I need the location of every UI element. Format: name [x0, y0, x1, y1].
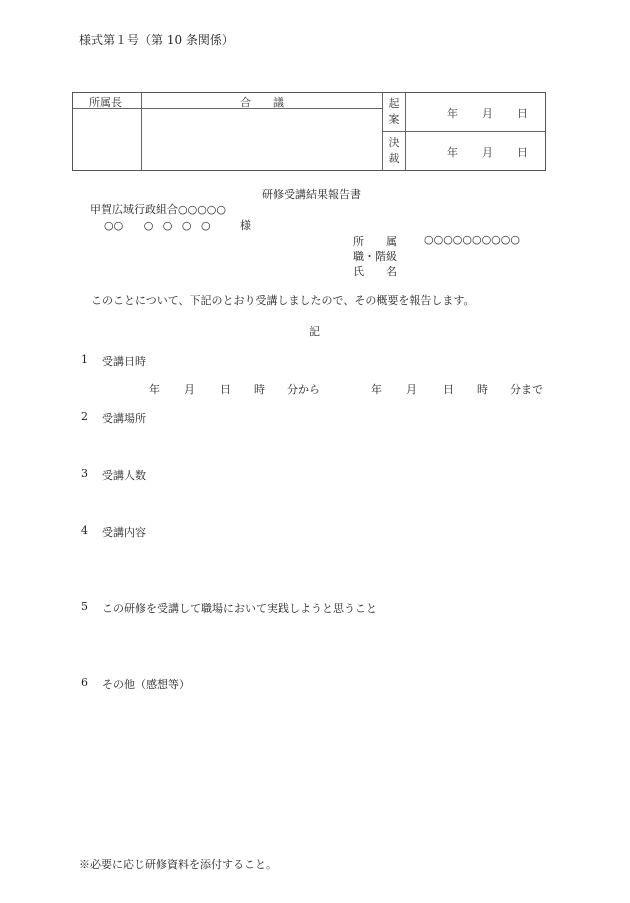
- item-label-attendees: 受講人数: [102, 469, 146, 482]
- item-label-other: その他（感想等）: [102, 678, 190, 691]
- from-year[interactable]: 年: [149, 383, 160, 396]
- draft-day-field[interactable]: 日: [517, 107, 528, 120]
- item-label-practice: この研修を受講して職場において実践しようと思うこと: [102, 602, 377, 615]
- decision-year-field[interactable]: 年: [447, 146, 458, 159]
- name-label: 氏 名: [353, 265, 397, 278]
- decision-month-field[interactable]: 月: [482, 146, 493, 159]
- item-number: 4: [81, 524, 88, 537]
- footnote: ※必要に応じ研修資料を添付すること。: [79, 858, 277, 871]
- to-year[interactable]: 年: [371, 383, 382, 396]
- to-month[interactable]: 月: [406, 383, 417, 396]
- item-number: 6: [81, 676, 88, 689]
- decision-label: 決 裁: [388, 136, 400, 165]
- form-number: 様式第１号（第 10 条関係）: [79, 33, 234, 47]
- item-number: 2: [81, 410, 88, 423]
- to-minute[interactable]: 分まで: [510, 383, 543, 396]
- approval-table: [72, 92, 546, 171]
- intro-text: このことについて、下記のとおり受講しましたので、その概要を報告します。: [91, 294, 475, 307]
- draft-year-field[interactable]: 年: [447, 107, 458, 120]
- head-of-dept-header: 所属長: [89, 96, 122, 109]
- affiliation-label: 所 属: [353, 235, 397, 248]
- council-header: 合 議: [240, 96, 284, 109]
- divider: [382, 131, 546, 132]
- item-label-content: 受講内容: [102, 526, 146, 539]
- from-minute[interactable]: 分から: [287, 383, 320, 396]
- from-day[interactable]: 日: [220, 383, 231, 396]
- item-number: 5: [81, 600, 88, 613]
- to-hour[interactable]: 時: [477, 383, 488, 396]
- addressee-organization: 甲賀広域行政組合○○○○○: [90, 203, 226, 216]
- document-title: 研修受講結果報告書: [262, 188, 361, 201]
- honorific: 様: [240, 219, 251, 232]
- position-label: 職・階級: [353, 250, 397, 263]
- item-label-date: 受講日時: [102, 355, 146, 368]
- draft-label: 起 案: [388, 97, 400, 126]
- divider: [141, 93, 142, 170]
- affiliation-value[interactable]: ○○○○○○○○○○: [424, 233, 520, 246]
- item-number: 3: [81, 467, 88, 480]
- addressee-name: ○○ ○ ○ ○ ○: [104, 219, 211, 232]
- draft-month-field[interactable]: 月: [482, 107, 493, 120]
- to-day[interactable]: 日: [443, 383, 454, 396]
- decision-day-field[interactable]: 日: [517, 146, 528, 159]
- from-month[interactable]: 月: [184, 383, 195, 396]
- item-label-place: 受講場所: [102, 412, 146, 425]
- ki-heading: 記: [309, 325, 320, 338]
- item-number: 1: [81, 353, 88, 366]
- from-hour[interactable]: 時: [254, 383, 265, 396]
